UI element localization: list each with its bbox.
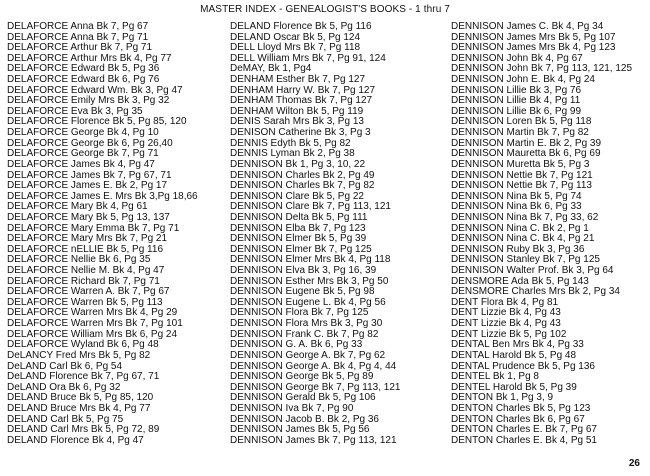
index-entry: DENT Lizzie Bk 5, Pg 102 [451, 328, 567, 340]
index-entry: DENNISON Flora Mrs Bk 3, Pg 30 [230, 318, 383, 330]
index-entry: DENNISON Clare Bk 5, Pg 22 [230, 190, 364, 202]
index-entry: DENNISON George A. Bk 7, Pg 62 [230, 349, 386, 361]
index-column-1 [7, 22, 198, 446]
index-entry: DELAFORCE Florence Bk 5, Pg 85, 120 [7, 116, 187, 128]
index-entry: DENNISON Loren Bk 5, Pg 118 [451, 116, 592, 128]
index-entry: DENNISON Nina C. Bk 4, Pg 21 [451, 233, 595, 245]
index-entry: DENTEL Harold Bk 5, Pg 39 [451, 381, 577, 393]
index-entry: DELAFORCE Mary Mrs Bk 7, Pg 21 [7, 233, 168, 245]
index-entry: DENTAL Prudence Bk 5, Pg 136 [451, 360, 595, 372]
index-entry: DELL Lloyd Mrs Bk 7, Pg 118 [230, 42, 361, 54]
index-entry: DENNISON Clare Bk 7, Pg 113, 121 [230, 201, 391, 213]
index-entry: DeLAND Carl Bk 6, Pg 54 [7, 360, 123, 372]
index-entry: DENNISON James C. Bk 4, Pg 34 [451, 21, 604, 32]
index-entry: DENNISON Delta Bk 5, Pg 111 [230, 211, 368, 223]
index-entry: DENNISON John Bk 4, Pg 67 [451, 52, 583, 64]
index-entry: DENNISON Elmer Bk 7, Pg 125 [230, 243, 372, 255]
index-entry: DENNISON Nina Bk 5, Pg 74 [451, 190, 582, 202]
index-entry: DENNISON Flora Bk 7, Pg 125 [230, 307, 369, 319]
index-entry: DENTON Charles Bk 6, Pg 67 [451, 413, 585, 425]
index-entry: DENNISON Esther Mrs Bk 3, Pg 50 [230, 275, 389, 287]
index-entry: DENNISON James Bk 7, Pg 113, 121 [230, 434, 397, 446]
index-entry: DENNISON Elva Bk 3, Pg 16, 39 [230, 265, 377, 277]
index-entry: DENHAM Esther Bk 7, Pg 127 [230, 74, 366, 86]
index-entry: DELAFORCE Edward Wm. Bk 3, Pg 47 [7, 84, 183, 96]
index-entry: DENTON Charles Bk 5, Pg 123 [451, 402, 591, 414]
index-entry: DELAFORCE James E. Mrs Bk 3,Pg 18,66 [7, 190, 198, 202]
index-entry: DELAFORCE Edward Bk 6, Pg 76 [7, 74, 160, 86]
index-entry: DELAFORCE Anna Bk 7, Pg 67 [7, 21, 149, 32]
index-entry: DENNISON Jacob B. Bk 2, Pg 36 [230, 413, 379, 425]
index-entry: DENSMORE Ada Bk 5, Pg 143 [451, 275, 589, 287]
index-entry: DENTON Bk 1, Pg 3, 9 [451, 392, 554, 404]
index-entry: DELAFORCE Eva Bk 3, Pg 35 [7, 105, 143, 117]
index-entry: DELAFORCE Warren Bk 5, Pg 113 [7, 296, 163, 308]
index-entry: DELAFORCE Warren Mrs Bk 7, Pg 101 [7, 318, 183, 330]
index-entry: DENTAL Ben Mrs Bk 4, Pg 33 [451, 339, 584, 351]
index-entry: DELAFORCE James E. Bk 2, Pg 17 [7, 180, 168, 192]
index-entry: DENNISON George Bk 7, Pg 113, 121 [230, 381, 401, 393]
index-entry: DENNISON George A. Bk 4, Pg 4, 44 [230, 360, 397, 372]
index-entry: DENNISON James Mrs Bk 5, Pg 107 [451, 31, 616, 43]
index-entry: DELAFORCE Mary Bk 5, Pg 13, 137 [7, 211, 170, 223]
index-entry: DENNISON Nettie Bk 7, Pg 113 [451, 180, 592, 192]
index-entry: DENNISON John E. Bk 4, Pg 24 [451, 74, 595, 86]
index-entry: DENNISON Eugene L. Bk 4, Pg 56 [230, 296, 386, 308]
index-entry: DELAFORCE Edward Bk 5, Pg 36 [7, 63, 160, 75]
index-entry: DENNISON Nettie Bk 7, Pg 121 [451, 169, 593, 181]
index-entry: DeLANCY Fred Mrs Bk 5, Pg 82 [7, 349, 151, 361]
index-entry: DELAFORCE George Bk 4, Pg 10 [7, 127, 159, 139]
index-entry: DENNIS Edyth Bk 5, Pg 82 [230, 137, 351, 149]
index-entry: DENNISON Lillie Bk 4, Pg 11 [451, 95, 581, 107]
index-entry: DENNISON Charles Bk 2, Pg 49 [230, 169, 375, 181]
index-entry: DENNISON Charles Bk 7, Pg 82 [230, 180, 375, 192]
index-entry: DENNISON Elmer Mrs Bk 4, Pg 118 [230, 254, 391, 266]
index-entry: DELAFORCE George Bk 7, Pg 71 [7, 148, 159, 160]
index-entry: DELL William Mrs Bk 7, Pg 91, 124 [230, 52, 386, 64]
index-entry: DENNISON John Bk 7, Pg 113, 121, 125 [451, 63, 633, 75]
index-entry: DENNISON Iva Bk 7, Pg 90 [230, 402, 354, 414]
index-entry: DeMAY, Bk 1, Pg4 [230, 63, 312, 75]
index-entry: DENNISON Mauretta Bk 6, Pg 69 [451, 148, 601, 160]
index-entry: DENNISON Stanley Bk 7, Pg 125 [451, 254, 600, 266]
index-entry: DENT Flora Bk 4, Pg 81 [451, 296, 559, 308]
index-entry: DENTAL Harold Bk 5, Pg 48 [451, 349, 577, 361]
index-entry: DELAND Bruce Mrs Bk 4, Pg 77 [7, 402, 151, 414]
index-entry: DENTON Charles E. Bk 4, Pg 51 [451, 434, 597, 446]
index-entry: DENNISON Lillie Bk 6, Pg 99 [451, 105, 582, 117]
page-number: 26 [628, 458, 640, 469]
index-entry: DELAFORCE nELLIE Bk 5, Pg 116 [7, 243, 164, 255]
index-entry: DENNISON Bk 1, Pg 3, 10, 22 [230, 158, 366, 170]
index-entry: DELAFORCE Warren Mrs Bk 4, Pg 29 [7, 307, 178, 319]
index-entry: DeLAND Ora Bk 6, Pg 32 [7, 381, 121, 393]
index-entry: DELAFORCE Richard Bk 7, Pg 71 [7, 275, 160, 287]
index-entry: DELAFORCE Warren A. Bk 7, Pg 67 [7, 286, 170, 298]
index-entry: DENNIS Lyman Bk 2, Pg 38 [230, 148, 355, 160]
index-entry: DELAND Oscar Bk 5, Pg 124 [230, 31, 361, 43]
index-entry: DENNISON Elba Bk 7, Pg 123 [230, 222, 366, 234]
index-entry: DENHAM Harry W. Bk 7, Pg 127 [230, 84, 376, 96]
index-entry: DENTEL Bk 1, Pg 8 [451, 371, 539, 383]
index-entry: DENNISON Frank C. Bk 7, Pg 82 [230, 328, 379, 340]
index-entry: DENNISON George Bk 5, Pg 89 [230, 371, 374, 383]
index-entry: DELAFORCE Arthur Mrs Bk 4, Pg 77 [7, 52, 172, 64]
index-entry: DELAFORCE William Mrs Bk 6, Pg 24 [7, 328, 178, 340]
index-entry: DELAND Carl Mrs Bk 5, Pg 72, 89 [7, 424, 160, 436]
index-entry: DENT Lizzie Bk 4, Pg 43 [451, 318, 561, 330]
index-entry: DENNISON Ruby Bk 3, Pg 36 [451, 243, 585, 255]
index-entry: DENNISON James Bk 5, Pg 56 [230, 424, 370, 436]
index-entry: DENT Lizzie Bk 4, Pg 43 [451, 307, 561, 319]
index-entry: DENHAM Thomas Bk 7, Pg 127 [230, 95, 373, 107]
index-entry: DELAFORCE Emily Mrs Bk 3, Pg 32 [7, 95, 170, 107]
index-entry: DENNISON James Mrs Bk 4, Pg 123 [451, 42, 616, 54]
index-entry: DENISON Catherine Bk 3, Pg 3 [230, 127, 371, 139]
index-entry: DELAFORCE George Bk 6, Pg 26,40 [7, 137, 173, 149]
index-entry: DELAFORCE Nellie Bk 6, Pg 35 [7, 254, 151, 266]
index-entry: DELAFORCE Mary Emma Bk 7, Pg 71 [7, 222, 180, 234]
page-title: MASTER INDEX - GENEALOGIST'S BOOKS - 1 thru 7 [200, 4, 450, 15]
index-entry: DENNISON Eugene Bk 5, Pg 98 [230, 286, 375, 298]
index-column-3 [451, 22, 632, 446]
index-entry: DENSMORE Charles Mrs Bk 2, Pg 34 [451, 286, 620, 298]
index-entry: DENIS Sarah Mrs Bk 3, Pg 13 [230, 116, 364, 128]
index-entry: DENNISON Lillie Bk 3, Pg 76 [451, 84, 582, 96]
index-entry: DENNISON Gerald Bk 5, Pg 106 [230, 392, 376, 404]
index-entry: DENNISON Muretta Bk 5, Pg 3 [451, 158, 590, 170]
index-entry: DENNISON Martin E. Bk 2, Pg 39 [451, 137, 602, 149]
index-entry: DENNISON Nina C. Bk 2, Pg 1 [451, 222, 589, 234]
index-entry: DeLAND Florence Bk 7, Pg 67, 71 [7, 371, 160, 383]
index-entry: DELAFORCE Arthur Bk 7, Pg 71 [7, 42, 153, 54]
index-entry: DENNISON Walter Prof. Bk 3, Pg 64 [451, 265, 614, 277]
index-entry: DENNISON Elmer Bk 5, Pg 39 [230, 233, 367, 245]
index-column-2 [230, 22, 400, 446]
index-entry: DENTON Charles E. Bk 7, Pg 67 [451, 424, 597, 436]
index-entry: DENNISON Nina Bk 6, Pg 33 [451, 201, 582, 213]
index-entry: DELAFORCE Anna Bk 7, Pg 71 [7, 31, 149, 43]
index-entry: DELAFORCE Nellie M. Bk 4, Pg 47 [7, 265, 165, 277]
index-entry: DELAFORCE Mary Bk 4, Pg 61 [7, 201, 148, 213]
index-entry: DENNISON Nina Bk 7, Pg 33, 62 [451, 211, 599, 223]
index-entry: DELAFORCE Wyland Bk 6, Pg 48 [7, 339, 159, 351]
index-entry: DENHAM Wilton Bk 5, Pg 119 [230, 105, 364, 117]
index-entry: DELAND Carl Bk 5, Pg 75 [7, 413, 124, 425]
index-entry: DELAFORCE James Bk 4, Pg 47 [7, 158, 155, 170]
index-entry: DELAND Florence Bk 5, Pg 116 [230, 21, 372, 32]
index-entry: DELAFORCE James Bk 7, Pg 67, 71 [7, 169, 172, 181]
index-entry: DENNISON Martin Bk 7, Pg 82 [451, 127, 589, 139]
index-entry: DELAND Florence Bk 4, Pg 47 [7, 434, 144, 446]
index-entry: DELAND Bruce Bk 5, Pg 85, 120 [7, 392, 154, 404]
index-entry: DENNISON G. A. Bk 6, Pg 33 [230, 339, 363, 351]
